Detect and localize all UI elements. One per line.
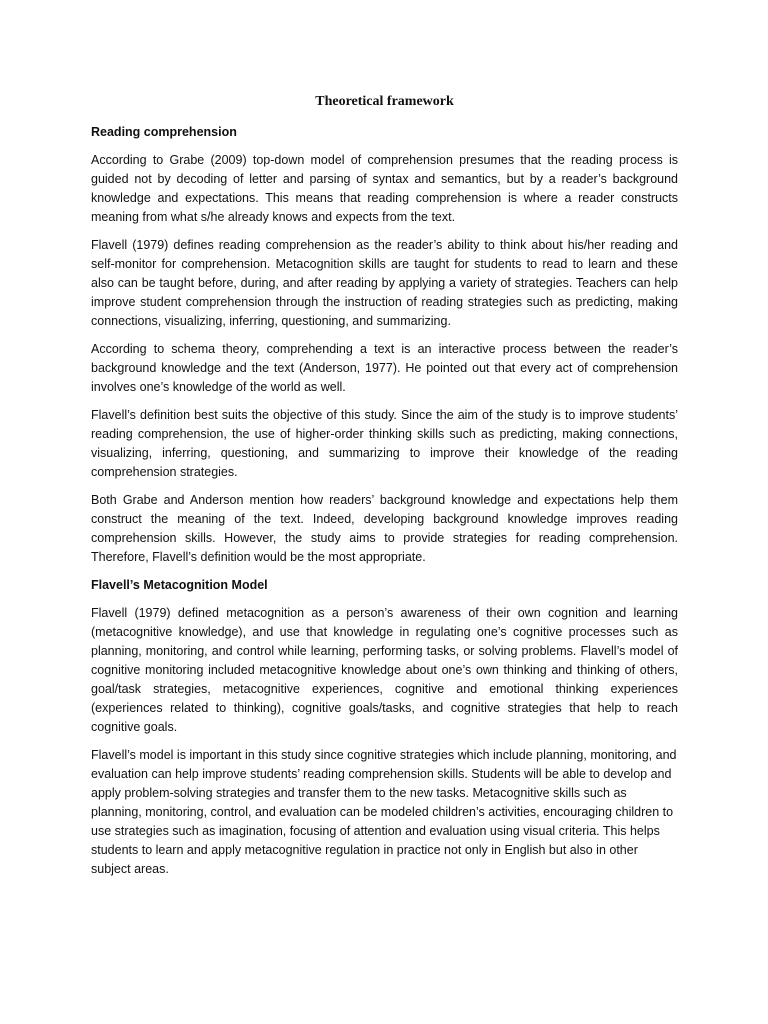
document-title: Theoretical framework	[315, 94, 454, 109]
section-heading-metacognition-model: Flavell’s Metacognition Model	[91, 578, 268, 592]
paragraph-schema-theory: According to schema theory, comprehending a text is an interactive process between the reader’s background knowledge and the text (Anderson, 1977). He pointed out that every act of comprehension involves one’s knowledge of the world as well.	[91, 342, 678, 394]
paragraph-metacognition-definition: Flavell (1979) defined metacognition as a person’s awareness of their own cognition and learning (metacognitive knowledge), and use that knowledge in regulating one’s cognitive processes such as planning, monitoring, and control while learning, performing tasks, or solving problems. Flavell’s model of cognitive monitoring included metacognitive knowledge about one’s own thinking and thinking of others, goal/task strategies, metacognitive experiences, cognitive and emotional thinking experiences (experiences related to thinking), cognitive goals/tasks, and cognitive strategies that help to reach cognitive goals.	[91, 606, 678, 734]
paragraph-model-importance: Flavell’s model is important in this study since cognitive strategies which include planning, monitoring, and evaluation can help improve students’ reading comprehension skills. Students will be able to develop and apply problem-solving strategies and transfer them to the new tasks. Metacognitive skills such as planning, monitoring, control, and evaluation can be modeled children’s activities, encouraging children to use strategies such as imagination, focusing of attention and evaluation using visual criteria. This helps students to learn and apply metacognitive regulation in practice not only in English but also in other subject areas.	[91, 748, 677, 876]
document-page	[91, 92, 678, 888]
paragraph-grabe-anderson: Both Grabe and Anderson mention how readers’ background knowledge and expectations help them construct the meaning of the text. Indeed, developing background knowledge improves reading comprehension skills. However, the study aims to provide strategies for reading comprehension. Therefore, Flavell’s definition would be the most appropriate.	[91, 493, 678, 564]
paragraph-flavell-suits: Flavell’s definition best suits the objective of this study. Since the aim of the study is to improve students’ reading comprehension, the use of higher-order thinking skills such as predicting, making connections, visualizing, inferring, questioning, and summarizing to improve their knowledge of the reading comprehension strategies.	[91, 408, 678, 479]
section-heading-reading-comprehension: Reading comprehension	[91, 125, 237, 139]
paragraph-flavell-definition: Flavell (1979) defines reading comprehension as the reader’s ability to think about his/her reading and self-monitor for comprehension. Metacognition skills are taught for students to read to learn and these also can be taught before, during, and after reading by applying a variety of strategies. Teachers can help improve student comprehension through the instruction of reading strategies such as predicting, making connections, visualizing, inferring, questioning, and summarizing.	[91, 238, 678, 328]
paragraph-grabe: According to Grabe (2009) top-down model of comprehension presumes that the reading process is guided not by decoding of letter and parsing of syntax and semantics, but by a reader’s background knowledge and expectations. This means that reading comprehension is where a reader constructs meaning from what s/he already knows and expects from the text.	[91, 153, 678, 224]
